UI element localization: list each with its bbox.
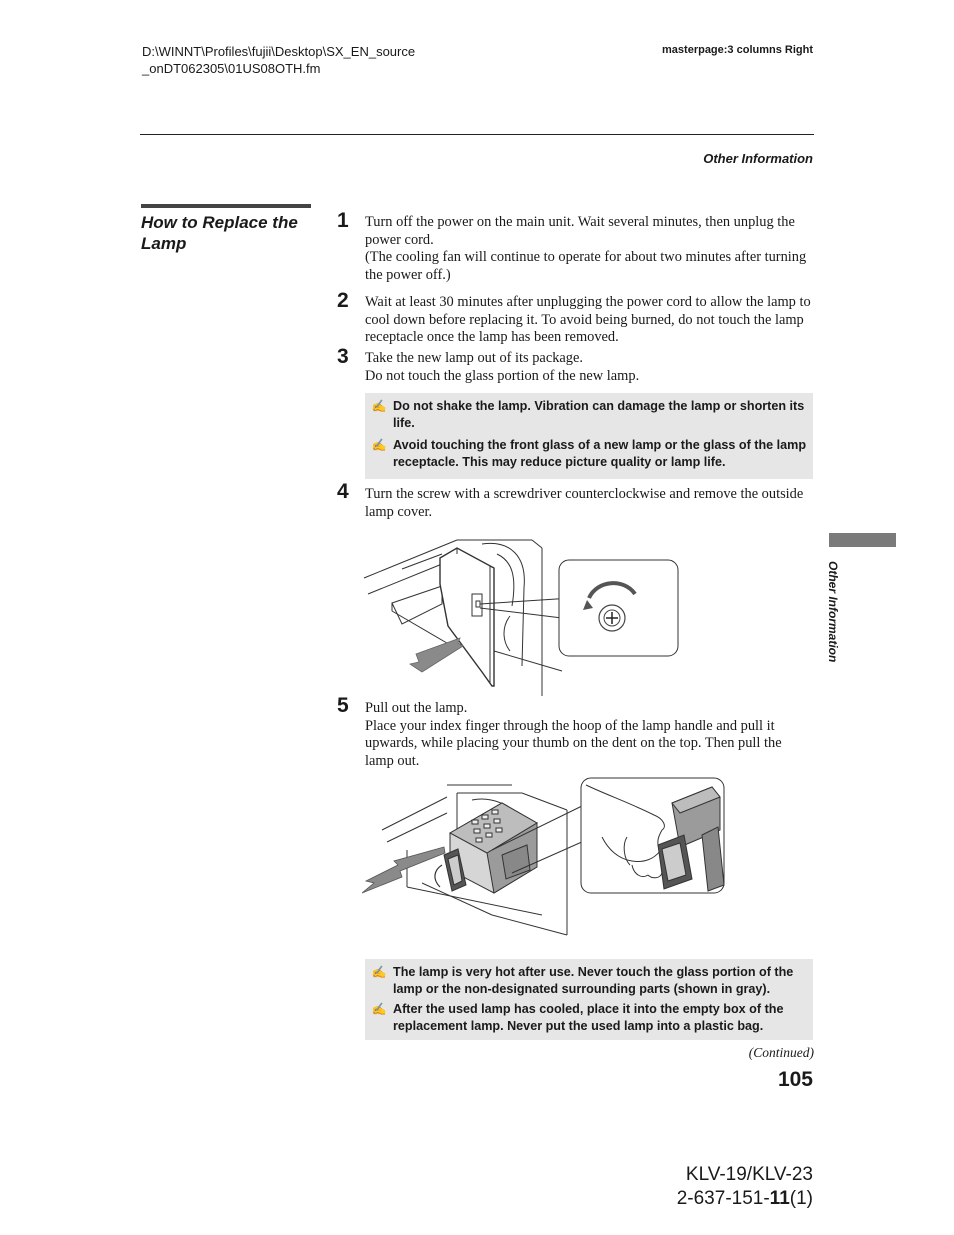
- file-path-line2: _onDT062305\01US08OTH.fm: [142, 61, 321, 76]
- step-number-1: 1: [337, 209, 349, 232]
- header-rule: [140, 134, 814, 135]
- file-path-line1: D:\WINNT\Profiles\fujii\Desktop\SX_EN_source: [142, 44, 416, 59]
- caution-note: [365, 398, 807, 431]
- step-text-4: [365, 486, 813, 521]
- model-line-2: [677, 1187, 813, 1211]
- file-path: [142, 43, 415, 77]
- step-number-4: 4: [337, 480, 349, 503]
- step-3-line-2: Do not touch the glass portion of the new lamp.: [365, 367, 640, 384]
- page-number: 105: [777, 1068, 813, 1091]
- heading-bar: [141, 204, 311, 208]
- caution-text: After the used lamp has cooled, place it into the empty box of the replacement lamp. Never put the used lamp into a plastic bag.: [393, 1002, 784, 1033]
- caution-note: [365, 964, 807, 997]
- note-pencil-icon: ✍: [371, 438, 387, 452]
- step-number-3: 3: [337, 345, 349, 368]
- caution-text: The lamp is very hot after use. Never touch the glass portion of the lamp or the non-designated surrounding parts (shown in gray).: [393, 965, 794, 996]
- model-code-suffix: (1): [789, 1188, 813, 1209]
- caution-note: [365, 437, 807, 470]
- step-1-line-1: Turn off the power on the main unit. Wait several minutes, then unplug the power cord.: [365, 214, 795, 248]
- lamp-removal-illustration: [362, 775, 726, 943]
- note-pencil-icon: ✍: [371, 399, 387, 413]
- model-code-prefix: 2-637-151-: [676, 1188, 770, 1209]
- side-tab-label: Other Information: [826, 561, 840, 663]
- step-text-1: [365, 214, 813, 284]
- side-tab-bar: [829, 533, 896, 547]
- caution-text: Do not shake the lamp. Vibration can damage the lamp or shorten its life.: [393, 399, 805, 430]
- note-pencil-icon: ✍: [371, 965, 387, 979]
- step-4-line-1: Turn the screw with a screwdriver counterclockwise and remove the outside lamp cover.: [365, 486, 804, 520]
- lamp-cover-illustration: [362, 536, 682, 696]
- masterpage-label: masterpage:3 columns Right: [662, 44, 813, 56]
- model-number: [677, 1163, 813, 1211]
- caution-text: Avoid touching the front glass of a new lamp or the glass of the lamp receptacle. This may reduce picture quality or lamp life.: [393, 438, 807, 469]
- step-text-3: [365, 350, 813, 385]
- continued-label: (Continued): [748, 1045, 814, 1060]
- caution-box-1: [365, 393, 813, 479]
- step-text-2: [365, 294, 813, 347]
- step-2-line-1: Wait at least 30 minutes after unplugging the power cord to allow the lamp to cool down before replacing it. To avoid being burned, do not touch the lamp receptacle once the lamp has been removed.: [365, 294, 811, 345]
- step-number-2: 2: [337, 289, 349, 312]
- step-text-5: [365, 700, 813, 770]
- step-5-line-1: Pull out the lamp.: [365, 700, 468, 716]
- step-3-line-1: Take the new lamp out of its package.: [365, 350, 583, 366]
- caution-note: [365, 1001, 807, 1034]
- page-heading: How to Replace the Lamp: [141, 213, 298, 253]
- model-code-bold: 11: [769, 1188, 790, 1209]
- step-number-5: 5: [337, 694, 349, 717]
- model-line-1: KLV-19/KLV-23: [685, 1164, 813, 1185]
- step-5-line-2: Place your index finger through the hoop of the lamp handle and pull it upwards, while placing your thumb on the dent on the top. Then pull the lamp out.: [365, 717, 782, 769]
- caution-box-2: [365, 959, 813, 1040]
- section-title: Other Information: [703, 151, 813, 166]
- note-pencil-icon: ✍: [371, 1002, 387, 1016]
- step-1-line-2: (The cooling fan will continue to operate for about two minutes after turning the power off.): [365, 249, 807, 283]
